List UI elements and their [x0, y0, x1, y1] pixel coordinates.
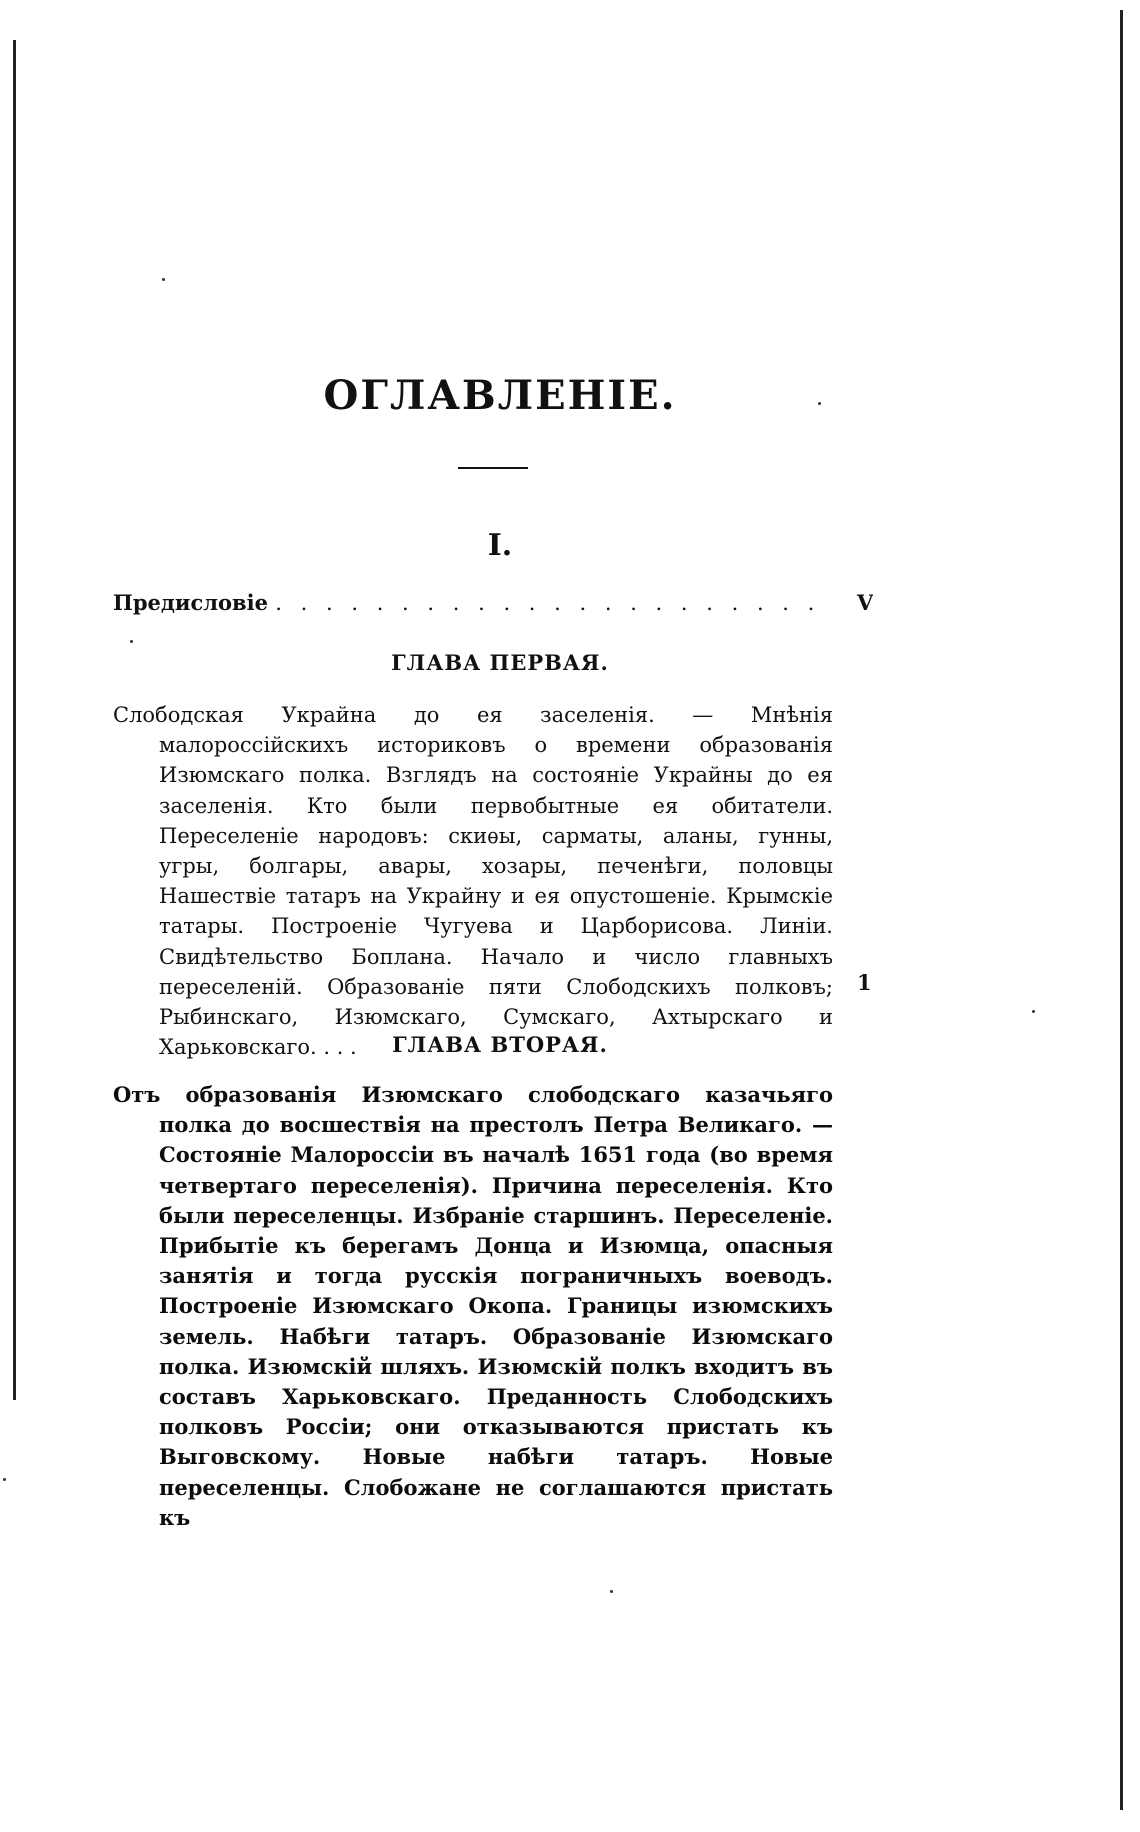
scan-speck — [162, 278, 165, 281]
part-number: I. — [487, 528, 513, 563]
scan-speck — [1032, 1010, 1035, 1013]
scan-speck — [130, 640, 133, 643]
chapter-1-heading: ГЛАВА ПЕРВАЯ. — [391, 650, 609, 675]
chapter-2-heading: ГЛАВА ВТОРАЯ. — [392, 1032, 608, 1057]
scan-speck — [3, 1478, 6, 1481]
chapter-1-entry[interactable] — [113, 700, 833, 1062]
scan-edge-left — [13, 40, 16, 1400]
scan-edge-right — [1120, 10, 1123, 1810]
chapter-2-entry[interactable] — [113, 1080, 833, 1533]
preface-leader-dots: . . . . . . . . . . . . . . . . . . . . . . — [275, 591, 821, 615]
preface-page-number: V — [857, 590, 873, 615]
chapter-1-page-number: 1 — [857, 970, 872, 995]
toc-title: ОГЛАВЛЕНІЕ. — [323, 372, 677, 419]
preface-entry[interactable] — [113, 590, 873, 620]
chapter-1-summary: — Мнѣнія малороссійскихъ историковъ о времени образованія Изюмскаго полка. Взглядъ на состояніе Украйны до ея заселенія. Кто были первобытные ея обитатели. Переселеніе народовъ: скиѳы, сарматы, аланы, гунны, угры, болгары, авары, хозары, печенѣги, половцы Нашествіе татаръ на Украйну и ея опустошеніе. Крымскіе татары. Построеніе Чугуева и Царборисова. Линіи. Свидѣтельство Боплана. Начало и число главныхъ переселеній. Образованіе пяти Слободскихъ полковъ; Рыбинскаго, Изюмскаго, Сумскаго, Ахтырскаго и Харьковскаго. . . . — [159, 703, 833, 1060]
chapter-1-lead: Слободская Украйна до ея заселенія. — [113, 703, 655, 727]
scan-speck — [610, 1590, 613, 1593]
chapter-2-summary: Отъ образованія Изюмскаго слободскаго казачьяго полка до восшествія на престолъ Петра Великаго. — Состояніе Малороссіи въ началѣ 1651 года (во время четвертаго переселенія). Причина переселенія. Кто были переселенцы. Избраніе старшинъ. Переселеніе. Прибытіе къ берегамъ Донца и Изюмца, опасныя занятія и тогда русскія пограничныхъ воеводъ. Построеніе Изюмскаго Окопа. Границы изюмскихъ земель. Набѣги татаръ. Образованіе Изюмскаго полка. Изюмскій шляхъ. Изюмскій полкъ входитъ въ составъ Харьковскаго. Преданность Слободскихъ полковъ Россіи; они отказываются пристать къ Выговскому. Новые набѣги татаръ. Новые переселенцы. Слобожане не соглашаются пристать къ — [113, 1082, 833, 1530]
preface-label: Предисловіе — [113, 590, 268, 615]
title-rule — [458, 467, 528, 469]
scan-speck — [818, 402, 821, 405]
